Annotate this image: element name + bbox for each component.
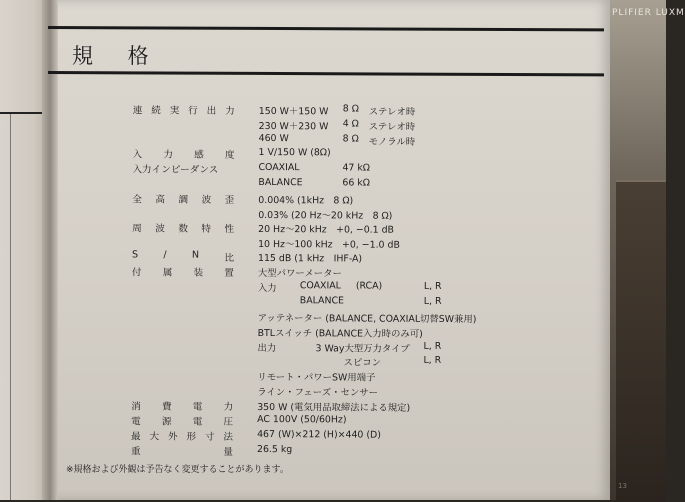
spec-label-char: 寸 bbox=[204, 431, 215, 443]
spec-label-char: 量 bbox=[223, 446, 234, 458]
spec-value: 8 Ω bbox=[342, 133, 359, 145]
spec-label-char: 連 bbox=[132, 105, 143, 117]
spec-value: 350 W (電気用品取締法による規定) bbox=[257, 401, 411, 414]
spec-label-char: 実 bbox=[169, 105, 180, 117]
spec-value: 4 Ω bbox=[342, 118, 359, 130]
spec-label-char: 波 bbox=[155, 223, 165, 235]
spec-value: アッテネーター (BALANCE, COAXIAL切替SW兼用) bbox=[257, 312, 477, 326]
spec-value: 20 Hz〜20 kHz +0, −0.1 dB bbox=[258, 223, 395, 236]
spec-value: COAXIAL bbox=[299, 280, 341, 292]
spec-label bbox=[132, 191, 234, 206]
spec-label-char: 力 bbox=[225, 105, 235, 117]
spec-label-char: 度 bbox=[224, 149, 235, 161]
spec-value: BALANCE bbox=[258, 176, 303, 189]
spec-value: 150 W＋150 W bbox=[258, 105, 329, 118]
spec-label-char: 波 bbox=[201, 194, 212, 206]
spec-value: L, R bbox=[423, 354, 442, 366]
spec-label-char: 行 bbox=[188, 105, 198, 117]
spec-value: AC 100V (50/60Hz) bbox=[257, 413, 347, 426]
spec-value: L, R bbox=[423, 295, 442, 307]
spec-value: 入力 bbox=[257, 282, 277, 295]
spec-label-char: 数 bbox=[178, 223, 188, 235]
amplifier-body bbox=[616, 180, 666, 502]
spec-label-char: S bbox=[131, 249, 139, 261]
spec-label-char: 付 bbox=[131, 267, 142, 279]
spec-label-char: 続 bbox=[151, 105, 161, 117]
spec-value: 8 Ω bbox=[342, 103, 359, 115]
spec-label-char: 外 bbox=[167, 431, 178, 443]
spec-value: BALANCE bbox=[299, 295, 345, 307]
spec-label bbox=[133, 146, 235, 161]
spec-label bbox=[132, 220, 234, 235]
spec-value: 10 Hz〜100 kHz +0, −1.0 dB bbox=[258, 238, 400, 251]
spec-label-char: 重 bbox=[130, 446, 141, 458]
spec-value: スピコン bbox=[343, 357, 382, 369]
spec-value: COAXIAL bbox=[258, 161, 300, 174]
spec-value: ステレオ時 bbox=[368, 121, 416, 133]
spec-label bbox=[132, 249, 234, 264]
spec-label-char: 力 bbox=[223, 401, 234, 413]
spec-label-char: 感 bbox=[194, 149, 204, 161]
spec-label-char: 装 bbox=[193, 267, 204, 279]
spec-label-char: 最 bbox=[131, 431, 141, 443]
spec-label bbox=[132, 264, 234, 279]
spec-label-char: 全 bbox=[132, 194, 142, 206]
spec-label-char: 周 bbox=[132, 223, 142, 235]
spec-value: 1 V/150 W (8Ω) bbox=[258, 146, 331, 159]
spec-label-char: 性 bbox=[224, 223, 235, 235]
spec-value: 出力 bbox=[257, 342, 277, 355]
spec-label-char: 電 bbox=[192, 401, 203, 413]
spec-label-char: / bbox=[163, 249, 167, 261]
spec-label-char: 形 bbox=[186, 431, 197, 443]
spec-value: 460 W bbox=[258, 132, 289, 145]
spec-label-char: 置 bbox=[224, 267, 234, 279]
spec-label-char: 電 bbox=[131, 416, 141, 428]
page-title: 規 格 bbox=[72, 44, 163, 68]
spec-label: 入力インピーダンス bbox=[132, 164, 219, 176]
spec-label-char: N bbox=[191, 249, 200, 261]
spec-value: L, R bbox=[423, 340, 442, 352]
spec-label-char: 入 bbox=[132, 149, 143, 161]
spec-label bbox=[131, 428, 233, 443]
spec-value: (RCA) bbox=[355, 280, 383, 292]
spec-value: ライン・フェーズ・センサー bbox=[257, 386, 378, 399]
spec-label bbox=[133, 102, 235, 117]
spec-value: 0.03% (20 Hz〜20 kHz 8 Ω) bbox=[258, 209, 393, 222]
spec-value: 26.5 kg bbox=[256, 443, 293, 456]
spec-value: L, R bbox=[423, 280, 442, 292]
spec-value: 467 (W)×212 (H)×440 (D) bbox=[257, 428, 381, 441]
spec-value: 47 kΩ bbox=[342, 162, 371, 174]
background-device bbox=[606, 0, 666, 500]
spec-label-char: 圧 bbox=[223, 416, 234, 428]
spec-label-char: 出 bbox=[206, 105, 217, 117]
spec-value: 大型パワーメーター bbox=[257, 267, 342, 280]
spec-value: 66 kΩ bbox=[342, 177, 370, 189]
spec-value: モノラル時 bbox=[368, 136, 416, 148]
spec-value: 230 W＋230 W bbox=[258, 120, 329, 133]
spec-label-char: 大 bbox=[149, 431, 160, 443]
spec-value: 0.004% (1kHz 8 Ω) bbox=[258, 194, 354, 207]
spec-label bbox=[131, 398, 233, 413]
spec-label-char: 比 bbox=[224, 252, 235, 264]
spec-label-char: 法 bbox=[223, 431, 234, 443]
spec-label-char: 消 bbox=[131, 401, 141, 413]
spec-label-char: 調 bbox=[178, 194, 189, 206]
spec-label-char: 源 bbox=[161, 416, 172, 428]
page-edge-number: 13 bbox=[618, 482, 627, 490]
spec-label-char: 特 bbox=[201, 223, 212, 235]
spec-label-char: 費 bbox=[161, 401, 172, 413]
spec-value: 115 dB (1 kHz IHF-A) bbox=[257, 252, 363, 265]
spec-value: 3 Way大型万力タイプ bbox=[315, 343, 410, 355]
spec-label bbox=[131, 413, 233, 428]
spec-value: BTLスイッチ (BALANCE入力時のみ可) bbox=[257, 327, 423, 340]
spec-label-char: 電 bbox=[192, 416, 203, 428]
spec-label-char: 力 bbox=[163, 149, 173, 161]
spec-value: リモート・パワーSW用端子 bbox=[257, 371, 376, 384]
spec-label-char: 属 bbox=[162, 267, 173, 279]
spec-label-char: 歪 bbox=[224, 194, 235, 206]
spec-label bbox=[131, 443, 233, 458]
spec-label-char: 高 bbox=[155, 194, 166, 206]
footnote: ※規格および外観は予告なく変更することがあります。 bbox=[66, 465, 289, 475]
spec-value: ステレオ時 bbox=[368, 106, 416, 118]
brand-text: PLIFIER LUXM bbox=[612, 8, 685, 18]
